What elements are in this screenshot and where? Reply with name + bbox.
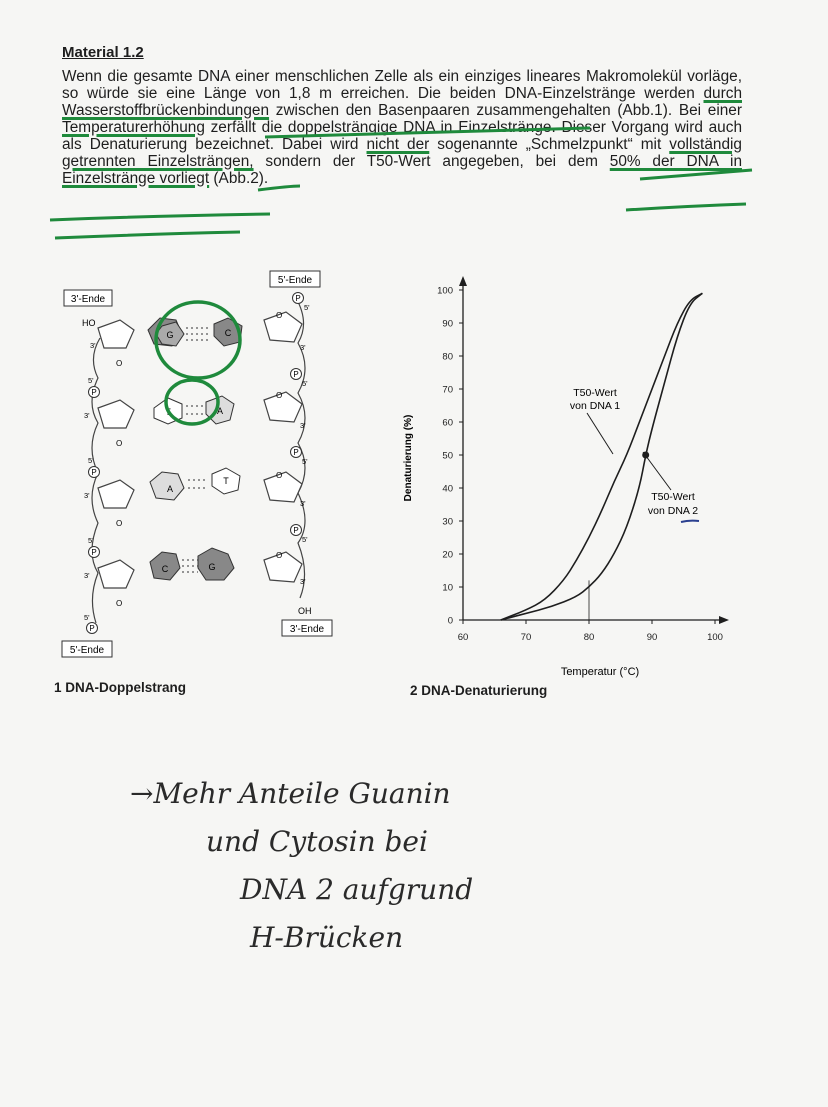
label-5-end-bottom: [62, 641, 112, 657]
handwriting-line-4: H-Brücken: [250, 921, 404, 954]
base-left-4: C: [161, 564, 169, 574]
handwriting-line-1: →Mehr Anteile Guanin: [130, 777, 451, 810]
svg-text:3': 3': [84, 571, 90, 580]
highlighted-fifty-percent: 50% der DNA in Einzelstränge vorliegt: [62, 153, 742, 187]
series-line-1: [501, 293, 703, 620]
svg-text:5': 5': [302, 457, 308, 466]
denaturation-chart: [395, 268, 735, 708]
label-5-end-top: [270, 271, 320, 287]
svg-text:O: O: [276, 391, 283, 400]
x-axis-label: Temperatur (°C): [560, 666, 640, 678]
label-3-end-top: [64, 290, 112, 306]
paragraph-text-1: Wenn die gesamte DNA einer menschlichen Zelle als ein einziges lineares Makromolekül vorläge, so würde sie eine Länge von 1,8 m erreichen. Die beiden DNA-Einzelstränge werden: [62, 68, 742, 102]
figure1-caption: 1 DNA-Doppelstrang: [54, 680, 187, 695]
base-pair-3: [150, 468, 240, 500]
paragraph-text-3: zerfällt die doppelsträngige DNA in Einzelstränge. Dieser Vorgang wird auch als Denaturierung bezeichnet. Dabei wird: [62, 119, 742, 153]
y-tick-label: 30: [442, 516, 453, 528]
annotation-dna1-line2: von DNA 1: [569, 400, 621, 412]
svg-text:3'-Ende: 3'-Ende: [70, 294, 106, 305]
y-tick-label: 60: [442, 417, 453, 429]
x-tick-label: 80: [583, 632, 595, 643]
svg-text:O: O: [276, 311, 283, 320]
svg-text:3': 3': [300, 499, 306, 508]
svg-text:P: P: [91, 388, 97, 397]
base-pair-4: [150, 548, 234, 580]
chart-series: [501, 293, 703, 620]
annotation-dna2-line1: T50-Wert: [651, 491, 695, 503]
highlighted-hydrogen-bonds: durch Wasserstoffbrückenbindungen: [62, 85, 742, 119]
svg-text:5': 5': [302, 379, 308, 388]
base-right-1: C: [224, 328, 232, 338]
handwritten-answer: [110, 770, 670, 962]
highlighted-not-the: nicht der: [366, 136, 430, 153]
svg-text:5': 5': [88, 376, 94, 385]
svg-text:3': 3': [84, 411, 90, 420]
svg-text:5': 5': [88, 536, 94, 545]
chart-axes: [459, 276, 729, 624]
handwriting-line-3: DNA 2 aufgrund: [240, 873, 474, 906]
svg-text:O: O: [276, 551, 283, 560]
base-left-1: G: [166, 330, 174, 340]
svg-text:3': 3': [84, 491, 90, 500]
chart-ticks: [437, 286, 723, 644]
svg-text:P: P: [91, 468, 97, 477]
svg-text:5': 5': [84, 613, 90, 622]
y-tick-label: 80: [442, 351, 453, 363]
y-tick-label: 100: [437, 285, 453, 297]
svg-text:P: P: [293, 526, 299, 535]
highlighted-separated-strands: vollständig getrennten Einzelsträngen,: [62, 136, 742, 170]
label-ho: HO: [82, 318, 96, 328]
svg-text:O: O: [116, 439, 123, 448]
paragraph-text-6: (Abb.2).: [209, 170, 269, 187]
label-3-end-bottom: [282, 620, 332, 636]
paragraph-text-2: zwischen den Basenpaaren zusammengehalten (Abb.1). Bei einer: [269, 102, 742, 119]
y-tick-label: 20: [442, 549, 453, 561]
base-right-4: G: [208, 562, 216, 572]
svg-text:5'-Ende: 5'-Ende: [277, 275, 313, 286]
base-left-3: A: [166, 484, 174, 494]
svg-text:5'-Ende: 5'-Ende: [69, 645, 105, 656]
annotation-dna2: [643, 452, 699, 522]
dna-double-strand-figure: [58, 268, 358, 668]
svg-text:3': 3': [90, 341, 96, 350]
handwriting-line-2: und Cytosin bei: [206, 825, 428, 858]
x-tick-label: 70: [520, 632, 532, 643]
x-tick-label: 60: [457, 632, 469, 643]
paragraph-text-5: sondern der T50-Wert angegeben, bei dem: [253, 153, 610, 170]
y-tick-label: 0: [447, 615, 453, 627]
y-tick-label: 50: [442, 450, 453, 462]
svg-text:5': 5': [304, 303, 310, 312]
x-tick-label: 100: [707, 632, 723, 643]
svg-text:5': 5': [88, 456, 94, 465]
series-line-2: [501, 293, 703, 620]
x-axis-arrow: [719, 616, 729, 624]
base-right-2: A: [216, 406, 224, 416]
highlight-strokes: [0, 0, 828, 260]
annotation-dna1: [570, 387, 620, 454]
base-left-2: T: [165, 407, 171, 417]
material-title: Material 1.2: [62, 44, 144, 61]
y-tick-label: 10: [442, 582, 453, 594]
annotation-dna1-line1: T50-Wert: [573, 387, 617, 399]
svg-text:O: O: [116, 519, 123, 528]
svg-text:O: O: [276, 471, 283, 480]
svg-text:3': 3': [300, 421, 306, 430]
svg-text:5': 5': [302, 535, 308, 544]
highlighted-temperature-increase: Temperaturerhöhung: [62, 119, 205, 136]
svg-text:P: P: [295, 294, 301, 303]
svg-text:O: O: [116, 359, 123, 368]
y-tick-label: 40: [442, 483, 453, 495]
svg-text:P: P: [293, 370, 299, 379]
label-oh: OH: [298, 606, 312, 616]
figure2-caption: 2 DNA-Denaturierung: [410, 683, 548, 698]
y-tick-label: 70: [442, 384, 453, 396]
base-right-3: T: [223, 476, 229, 486]
svg-text:O: O: [116, 599, 123, 608]
paragraph-text-4: sogenannte „Schmelzpunkt“ mit: [429, 136, 670, 153]
svg-text:3': 3': [300, 577, 306, 586]
annotation-dna2-line2: von DNA 2: [647, 505, 699, 517]
svg-text:3'-Ende: 3'-Ende: [289, 624, 325, 635]
svg-text:P: P: [89, 624, 95, 633]
svg-text:3': 3': [300, 343, 306, 352]
y-axis-label: Denaturierung (%): [403, 414, 414, 502]
svg-text:P: P: [293, 448, 299, 457]
y-axis-arrow: [459, 276, 467, 286]
x-tick-label: 90: [646, 632, 658, 643]
y-tick-label: 90: [442, 318, 453, 330]
svg-text:P: P: [91, 548, 97, 557]
